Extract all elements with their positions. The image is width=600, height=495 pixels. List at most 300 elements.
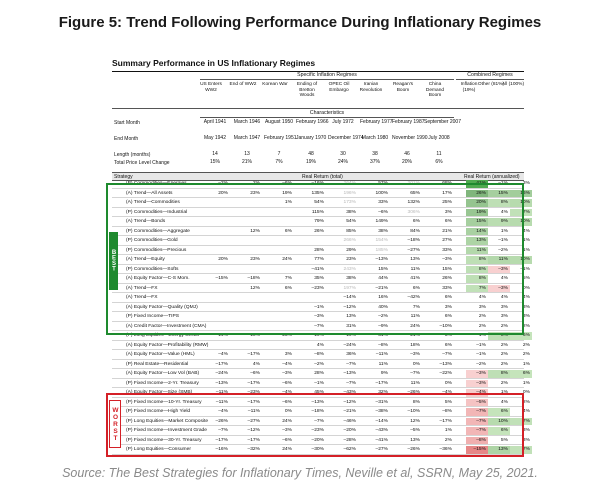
- total-return-cell: –23%: [247, 390, 260, 395]
- characteristic-cell: 21%: [241, 159, 252, 165]
- total-return-cell: –7%: [314, 323, 324, 329]
- total-return-cell: –13%: [375, 257, 388, 262]
- annualized-return-cell: –2%: [476, 361, 486, 367]
- characteristic-cell: 11: [436, 151, 442, 157]
- strategy-name: (A) Equity Factor—C-S Mom.: [126, 276, 190, 281]
- annualized-return-cell: 7%: [466, 285, 488, 293]
- strategy-name: (A) Equity Factor—Profitability (RMW): [126, 342, 209, 348]
- annualized-return-cell: 13%: [488, 446, 510, 454]
- real-return-total-label: Real Return (total): [302, 173, 343, 180]
- total-return-cell: –11%: [215, 390, 228, 395]
- annualized-return-cell: 0%: [522, 285, 530, 291]
- characteristic-cell: August 1950: [264, 119, 294, 125]
- total-return-cell: –4%: [218, 352, 228, 357]
- total-return-cell: 15%: [378, 266, 388, 272]
- total-return-cell: –20%: [343, 428, 356, 433]
- column-header: US Enters WW2: [200, 82, 222, 93]
- total-return-cell: 7%: [412, 304, 420, 310]
- annualized-return-cell: 4%: [522, 228, 530, 234]
- total-return-cell: –4%: [442, 390, 452, 395]
- total-return-cell: 11%: [410, 266, 420, 272]
- total-return-cell: 20%: [218, 190, 228, 196]
- annualized-return-cell: 1%: [500, 390, 508, 395]
- total-return-cell: 54%: [314, 200, 324, 205]
- total-return-cell: –28%: [343, 437, 356, 443]
- total-return-cell: –23%: [311, 285, 324, 291]
- total-return-cell: –7%: [346, 361, 356, 367]
- group-specific-header: Specific Inflation Regimes: [297, 72, 357, 78]
- annualized-return-cell: 5%: [522, 276, 530, 281]
- total-return-cell: [208, 342, 230, 350]
- annualized-return-cell: 7%: [510, 418, 532, 426]
- total-return-cell: –24%: [215, 371, 228, 376]
- annualized-return-cell: 8%: [488, 199, 510, 207]
- total-return-cell: –16%: [215, 447, 228, 452]
- strategy-name: (P) Commodities—Aggregate: [126, 228, 190, 234]
- total-return-cell: –32%: [247, 447, 260, 452]
- annualized-return-cell: 3%: [522, 428, 530, 433]
- strategy-name: (P) Commodities—Industrial: [126, 209, 188, 215]
- total-return-cell: –7%: [314, 418, 324, 424]
- total-return-cell: 11%: [410, 380, 420, 386]
- total-return-cell: –43%: [375, 428, 388, 433]
- total-return-cell: 13%: [410, 437, 420, 443]
- strategy-name: (A) Equity Factor—Low Vol (BAB): [126, 371, 200, 376]
- total-return-cell: 26%: [314, 228, 324, 234]
- total-return-cell: –36%: [439, 447, 452, 452]
- column-header: All (100%): [501, 82, 525, 87]
- total-return-cell: –6%: [282, 399, 292, 405]
- total-return-cell: –6%: [282, 380, 292, 386]
- annualized-return-cell: –2%: [498, 247, 508, 253]
- total-return-cell: 32%: [378, 390, 388, 395]
- annualized-return-cell: 4%: [500, 276, 508, 281]
- characteristic-cell: July 1972: [332, 119, 354, 125]
- total-return-cell: –19%: [311, 333, 324, 338]
- annualized-return-cell: 3%: [522, 437, 530, 443]
- total-return-cell: 5%: [444, 399, 452, 405]
- strategy-row: [112, 342, 530, 351]
- total-return-cell: –31%: [375, 399, 388, 405]
- total-return-cell: –43%: [343, 390, 356, 395]
- characteristic-cell: 7%: [275, 159, 283, 165]
- total-return-cell: –10%: [247, 333, 260, 338]
- column-header: Reagan's Boom: [392, 82, 414, 93]
- worst-highlight-box: [106, 393, 524, 457]
- annualized-return-cell: –7%: [466, 427, 488, 435]
- characteristic-cell: March 1947: [233, 135, 261, 141]
- annualized-return-cell: 8%: [466, 266, 488, 274]
- total-return-cell: 85%: [346, 228, 356, 234]
- total-return-cell: –21%: [375, 285, 388, 291]
- total-return-cell: 8%: [412, 399, 420, 405]
- annualized-return-cell: 4%: [500, 209, 508, 215]
- total-return-cell: 4%: [316, 342, 324, 348]
- total-return-cell: [272, 342, 294, 350]
- annualized-return-cell: 15%: [466, 218, 488, 226]
- strategy-name: (A) Trend—FX: [126, 285, 158, 291]
- annualized-return-cell: 4%: [522, 409, 530, 414]
- total-return-cell: 11%: [410, 314, 420, 319]
- total-return-cell: –62%: [343, 447, 356, 452]
- annualized-return-cell: 13%: [466, 237, 488, 245]
- total-return-cell: –21%: [343, 409, 356, 414]
- characteristics-label: Characteristics: [309, 110, 345, 116]
- annualized-return-cell: 11%: [466, 247, 488, 255]
- total-return-cell: 13%: [346, 314, 356, 319]
- total-return-cell: –12%: [343, 399, 356, 405]
- total-return-cell: 6%: [284, 228, 292, 234]
- total-return-cell: –13%: [311, 399, 324, 405]
- total-return-cell: –17%: [247, 380, 260, 386]
- best-tag: BEST: [109, 232, 118, 290]
- column-header: Other (81%): [477, 82, 505, 87]
- strategy-name: (A) Credit Factor—Investment (CMA): [126, 323, 207, 329]
- summary-table: [104, 56, 530, 456]
- total-return-cell: –14%: [375, 418, 388, 424]
- annualized-return-cell: 8%: [488, 332, 510, 340]
- annualized-return-cell: 6%: [510, 370, 532, 378]
- total-return-cell: –8%: [442, 409, 452, 414]
- total-return-cell: 36%: [346, 352, 356, 357]
- group-rule: [200, 79, 454, 80]
- characteristic-cell: 24%: [337, 159, 348, 165]
- total-return-cell: –17%: [215, 437, 228, 443]
- total-return-cell: 23%: [250, 190, 260, 196]
- strategy-name: (P) Fixed Income—10-Yr. Treasury: [126, 399, 202, 405]
- total-return-cell: –4%: [282, 390, 292, 395]
- total-return-cell: 115%: [311, 209, 324, 215]
- total-return-cell: 6%: [284, 285, 292, 291]
- strategy-name: (A) Trend—Equity: [126, 257, 165, 262]
- annualized-return-cell: 10%: [510, 218, 532, 226]
- total-return-cell: –17%: [439, 418, 452, 424]
- total-return-cell: –14%: [343, 295, 356, 300]
- annualized-return-cell: 15%: [488, 190, 510, 198]
- characteristics-rule: [200, 117, 454, 118]
- annualized-return-cell: –1%: [476, 342, 486, 348]
- total-return-cell: –17%: [375, 380, 388, 386]
- annualized-return-cell: 11%: [488, 256, 510, 264]
- total-return-cell: –11%: [247, 409, 260, 414]
- total-return-cell: –27%: [375, 447, 388, 452]
- characteristic-cell: February 1966: [296, 119, 329, 125]
- annualized-return-cell: –3%: [466, 380, 488, 388]
- total-return-cell: 12%: [410, 418, 420, 424]
- total-return-cell: 3%: [444, 333, 452, 338]
- total-return-cell: 201%: [407, 181, 420, 186]
- total-return-cell: 6%: [444, 342, 452, 348]
- total-return-cell: –14%: [215, 333, 228, 338]
- total-return-cell: 33%: [378, 200, 388, 205]
- total-return-cell: 29%: [346, 247, 356, 253]
- total-return-cell: 6%: [444, 314, 452, 319]
- total-return-cell: –6%: [282, 437, 292, 443]
- strategy-name: (P) Commodities—Softs: [126, 266, 179, 272]
- strategy-name: (P) Long Equities—Energy Sector: [126, 333, 200, 338]
- total-return-cell: 84%: [410, 228, 420, 234]
- total-return-cell: 3%: [444, 209, 452, 215]
- characteristic-cell: November 1990: [392, 135, 428, 141]
- strategy-name: (A) Equity Factor—Size (SMB): [126, 390, 193, 395]
- total-return-cell: –10%: [439, 323, 452, 329]
- total-return-cell: 15%: [442, 266, 452, 272]
- annualized-return-cell: 3%: [500, 304, 508, 310]
- characteristic-cell: March 1980: [361, 135, 389, 141]
- annualized-return-cell: 2%: [500, 323, 508, 329]
- annualized-return-cell: 3%: [500, 314, 508, 319]
- group-combined-header: Combined Regimes: [467, 72, 513, 78]
- total-return-cell: –42%: [407, 295, 420, 300]
- total-return-cell: –8%: [378, 342, 388, 348]
- annualized-return-cell: –7%: [466, 418, 488, 426]
- total-return-cell: 132%: [407, 200, 420, 205]
- annualized-return-cell: 3%: [522, 181, 530, 186]
- total-return-cell: 21%: [410, 333, 420, 338]
- total-return-cell: –5%: [410, 428, 420, 433]
- annualized-return-cell: 7%: [510, 446, 532, 454]
- total-return-cell: –20%: [311, 437, 324, 443]
- total-return-cell: 38%: [346, 209, 356, 215]
- annualized-return-cell: 2%: [500, 342, 508, 348]
- annualized-return-cell: 4%: [478, 295, 486, 300]
- total-return-cell: –38%: [375, 409, 388, 414]
- annualized-return-cell: –3%: [488, 285, 510, 293]
- characteristic-cell: September 2007: [424, 119, 461, 125]
- characteristic-cell: 30: [340, 151, 346, 157]
- annualized-return-cell: 7%: [510, 209, 532, 217]
- annualized-return-cell: 10%: [510, 256, 532, 264]
- annualized-return-cell: 19%: [466, 209, 488, 217]
- total-return-cell: 38%: [346, 276, 356, 281]
- total-return-cell: 3%: [444, 304, 452, 310]
- annualized-return-cell: –1%: [476, 352, 486, 357]
- total-return-cell: 11%: [378, 361, 388, 367]
- annualized-return-cell: 2%: [522, 323, 530, 329]
- total-return-cell: –13%: [343, 371, 356, 376]
- annualized-return-cell: 2%: [522, 352, 530, 357]
- annualized-return-cell: 1%: [522, 380, 530, 386]
- total-return-cell: –2%: [218, 181, 228, 186]
- total-return-cell: 0%: [412, 361, 420, 367]
- total-return-cell: –16%: [311, 181, 324, 186]
- total-return-cell: 306%: [407, 209, 420, 215]
- total-return-cell: 28%: [314, 247, 324, 253]
- total-return-cell: 196%: [343, 190, 356, 196]
- column-header: China Demand Boom: [425, 82, 445, 99]
- total-return-cell: 2%: [444, 437, 452, 443]
- annualized-return-cell: –4%: [466, 389, 488, 397]
- strategy-name: (A) Equity Factor—Quality (QMJ): [126, 304, 198, 310]
- annualized-return-cell: 41%: [466, 180, 488, 188]
- total-return-cell: –2%: [378, 314, 388, 319]
- annualized-return-cell: –1%: [520, 266, 530, 272]
- strategy-name: (A) Trend—All Assets: [126, 190, 173, 196]
- total-return-cell: 79%: [314, 219, 324, 224]
- best-highlight-box: [106, 183, 524, 335]
- strategy-name: (P) Long Equities—Market Composite: [126, 418, 209, 424]
- total-return-cell: 1%: [444, 428, 452, 433]
- total-return-cell: 23%: [250, 257, 260, 262]
- total-return-cell: –6%: [282, 181, 292, 186]
- characteristic-cell: 38: [372, 151, 378, 157]
- total-return-cell: –17%: [247, 437, 260, 443]
- total-return-cell: –7%: [218, 428, 228, 433]
- total-return-cell: –18%: [247, 276, 260, 281]
- total-return-cell: 31%: [378, 333, 388, 338]
- strategy-row: [112, 361, 530, 370]
- total-return-cell: 33%: [442, 285, 452, 291]
- column-header: Inflation (19%): [460, 82, 478, 93]
- characteristic-cell: 46: [404, 151, 410, 157]
- total-return-cell: 68%: [442, 181, 452, 186]
- total-return-cell: 19%: [282, 190, 292, 196]
- annualized-return-cell: 1%: [522, 247, 530, 253]
- annualized-return-cell: 2%: [478, 314, 486, 319]
- total-return-cell: –24%: [343, 342, 356, 348]
- annualized-return-cell: 8%: [466, 275, 488, 283]
- total-return-cell: –17%: [215, 361, 228, 367]
- total-return-cell: –13%: [215, 380, 228, 386]
- total-return-cell: 6%: [444, 219, 452, 224]
- characteristic-cell: 14: [212, 151, 218, 157]
- total-return-cell: –46%: [343, 418, 356, 424]
- total-return-cell: –6%: [250, 371, 260, 376]
- strategy-row: [112, 380, 530, 389]
- characteristic-label: End Month: [114, 136, 139, 142]
- total-return-cell: –3%: [282, 428, 292, 433]
- total-return-cell: –7%: [410, 371, 420, 376]
- characteristic-cell: 13: [244, 151, 250, 157]
- strategy-name: (A) Trend—Commodities: [126, 200, 180, 205]
- total-return-cell: –26%: [407, 447, 420, 452]
- characteristic-cell: July 2008: [428, 135, 450, 141]
- strategy-name: (P) Fixed Income—2-Yr. Treasury: [126, 380, 199, 386]
- annualized-return-cell: 9%: [488, 218, 510, 226]
- total-return-cell: –12%: [247, 428, 260, 433]
- annualized-return-cell: 10%: [510, 199, 532, 207]
- total-return-cell: 1%: [284, 200, 292, 205]
- characteristic-label: Start Month: [114, 120, 140, 126]
- total-return-cell: 18%: [410, 342, 420, 348]
- annualized-return-cell: 20%: [466, 199, 488, 207]
- worst-tag: WORST: [109, 400, 121, 448]
- annualized-return-cell: –3%: [466, 370, 488, 378]
- annualized-return-cell: 4%: [522, 295, 530, 300]
- strategy-name: (P) Commodities—Precious: [126, 247, 187, 253]
- annualized-return-cell: –15%: [466, 446, 488, 454]
- total-return-cell: –3%: [282, 371, 292, 376]
- total-return-cell: –17%: [247, 352, 260, 357]
- total-return-cell: –27%: [407, 247, 420, 253]
- total-return-cell: 100%: [375, 190, 388, 196]
- characteristic-cell: May 1942: [204, 135, 226, 141]
- total-return-cell: 20%: [218, 257, 228, 262]
- annualized-return-cell: –1%: [498, 238, 508, 243]
- total-return-cell: 6%: [412, 219, 420, 224]
- total-return-cell: –15%: [215, 276, 228, 281]
- characteristic-cell: March 1946: [233, 119, 261, 125]
- strategy-name: (P) Fixed Income—TIPS: [126, 314, 179, 319]
- strategy-name: (P) Commodities—Gold: [126, 238, 178, 243]
- strategy-name: (P) Fixed Income—Investment Grade: [126, 428, 207, 433]
- total-return-cell: 6%: [444, 295, 452, 300]
- total-return-cell: –2%: [314, 361, 324, 367]
- annualized-return-cell: 1%: [522, 238, 530, 243]
- total-return-cell: 0%: [444, 380, 452, 386]
- total-return-cell: –11%: [375, 352, 388, 357]
- annualized-return-cell: 2%: [478, 323, 486, 329]
- total-return-cell: –7%: [346, 380, 356, 386]
- characteristic-cell: 15%: [209, 159, 220, 165]
- total-return-cell: –7%: [442, 352, 452, 357]
- strategy-header-label: Strategy: [114, 173, 133, 180]
- column-header: OPEC Oil Embargo: [328, 82, 350, 93]
- annualized-return-cell: –1%: [498, 181, 508, 186]
- total-return-cell: 264%: [343, 181, 356, 186]
- characteristic-cell: 19%: [305, 159, 316, 165]
- total-return-cell: 6%: [412, 285, 420, 291]
- annualized-return-cell: 3%: [522, 304, 530, 310]
- total-return-cell: –3%: [314, 314, 324, 319]
- total-return-cell: 24%: [410, 323, 420, 329]
- strategy-name: (P) Long Equities—Consumer: [126, 447, 191, 452]
- characteristic-cell: February 1951: [264, 135, 297, 141]
- total-return-cell: 65%: [410, 190, 420, 196]
- header-rule: [112, 108, 524, 109]
- total-return-cell: 12%: [250, 228, 260, 234]
- total-return-cell: –26%: [407, 390, 420, 395]
- total-return-cell: –17%: [247, 399, 260, 405]
- annualized-return-cell: –3%: [488, 266, 510, 274]
- total-return-cell: 4%: [252, 361, 260, 367]
- column-header: End of WW2: [229, 82, 257, 87]
- strategy-name: (A) Equity Factor—Value (HML): [126, 352, 195, 357]
- total-return-cell: 185%: [375, 247, 388, 253]
- total-return-cell: –19%: [343, 333, 356, 338]
- total-return-cell: 40%: [378, 304, 388, 310]
- annualized-return-cell: 5%: [500, 437, 508, 443]
- total-return-cell: 21%: [442, 228, 452, 234]
- annualized-return-cell: 1%: [522, 361, 530, 367]
- annualized-return-cell: –8%: [466, 437, 488, 445]
- total-return-cell: –4%: [218, 409, 228, 414]
- characteristic-cell: 6%: [435, 159, 443, 165]
- total-return-cell: 25%: [282, 333, 292, 338]
- total-return-cell: 243%: [343, 266, 356, 272]
- annualized-return-cell: 6%: [488, 427, 510, 435]
- total-return-cell: 31%: [346, 323, 356, 329]
- total-return-cell: 23%: [346, 257, 356, 262]
- total-return-cell: –10%: [407, 409, 420, 414]
- characteristic-cell: January 1970: [296, 135, 327, 141]
- total-return-cell: –26%: [215, 418, 228, 424]
- characteristic-cell: 20%: [401, 159, 412, 165]
- group-rule: [456, 79, 524, 80]
- annualized-return-cell: 1%: [478, 333, 486, 338]
- column-header: Ending of Bretton Woods: [296, 82, 318, 99]
- total-return-cell: 154%: [375, 238, 388, 243]
- total-return-cell: 41%: [410, 276, 420, 281]
- total-return-cell: 173%: [343, 200, 356, 205]
- total-return-cell: 17%: [442, 190, 452, 196]
- strategy-name: (P) Commodities—Energies: [126, 181, 187, 186]
- total-return-cell: 35%: [314, 276, 324, 281]
- total-return-cell: –23%: [311, 428, 324, 433]
- characteristic-cell: December 1974: [328, 135, 364, 141]
- annualized-return-cell: 3%: [522, 314, 530, 319]
- annualized-return-cell: 2%: [500, 352, 508, 357]
